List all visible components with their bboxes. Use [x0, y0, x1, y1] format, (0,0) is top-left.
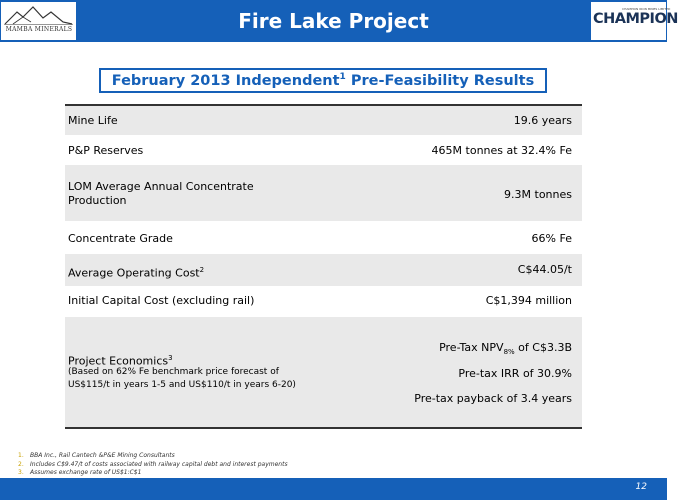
row-note: (Based on 62% Fe benchmark price forecast of US$115/t in years 1-5 and US$110/t in years 6-20) — [68, 367, 296, 390]
table-bottom-rule — [65, 427, 582, 429]
table-row-project-economics — [65, 317, 582, 427]
logo-right-tagline: CHAMPION IRON MINES LIMITED — [622, 7, 671, 11]
table-row-reserves — [65, 135, 582, 165]
row-value: 19.6 years — [513, 114, 572, 127]
table-row-capital-cost — [65, 286, 582, 317]
footnote: 1. BBA Inc., Rail Cantech &P&E Mining Consultants — [18, 452, 175, 459]
row-label: LOM Average Annual Concentrate Production — [68, 180, 254, 207]
footer-bar — [0, 478, 667, 500]
irr-value: Pre-tax IRR of 30.9% — [458, 367, 572, 380]
npv-value: Pre-Tax $NPV_{8\%}$ of C$3.3B — [439, 341, 572, 357]
footnotes — [18, 452, 288, 478]
row-value: 9.3M tonnes — [504, 188, 572, 201]
row-label: Concentrate Grade — [68, 232, 173, 245]
payback-value: Pre-tax payback of 3.4 years — [414, 392, 572, 405]
header-bar — [0, 0, 678, 42]
row-label: Project Economics$^3$ — [68, 354, 173, 368]
table-row-operating-cost — [65, 254, 582, 286]
subtitle-box — [99, 68, 547, 93]
row-label: Initial Capital Cost (excluding rail) — [68, 294, 255, 307]
footnote: 3. Assumes exchange rate of US$1:C$1 — [18, 469, 142, 476]
page-title: Fire Lake Project — [238, 9, 429, 33]
row-value: 66% Fe — [531, 232, 572, 245]
page-number: 12 — [635, 482, 647, 492]
row-label: Average Operating Cost$^2$ — [68, 266, 205, 280]
row-value: C$1,394 million — [485, 294, 572, 307]
table-row-concentrate-grade — [65, 221, 582, 254]
row-value: C$44.05/t — [517, 263, 572, 276]
row-value: 465M tonnes at 32.4% Fe — [431, 144, 572, 157]
table-row-mine-life — [65, 106, 582, 135]
table-row-concentrate-production — [65, 165, 582, 221]
row-label: P&P Reserves — [68, 144, 144, 157]
champion-logo — [591, 2, 678, 40]
subtitle: February 2013 Independent$^1$ Pre-Feasibility Results — [111, 72, 535, 89]
logo-left-text: MAMBA MINERALS — [5, 26, 73, 33]
row-label: Mine Life — [68, 114, 118, 127]
footnote: 2. Includes C$9.47/t of costs associated with railway capital debt and interest payments — [18, 460, 288, 468]
logo-right-word: CHAMPION — [593, 11, 678, 27]
